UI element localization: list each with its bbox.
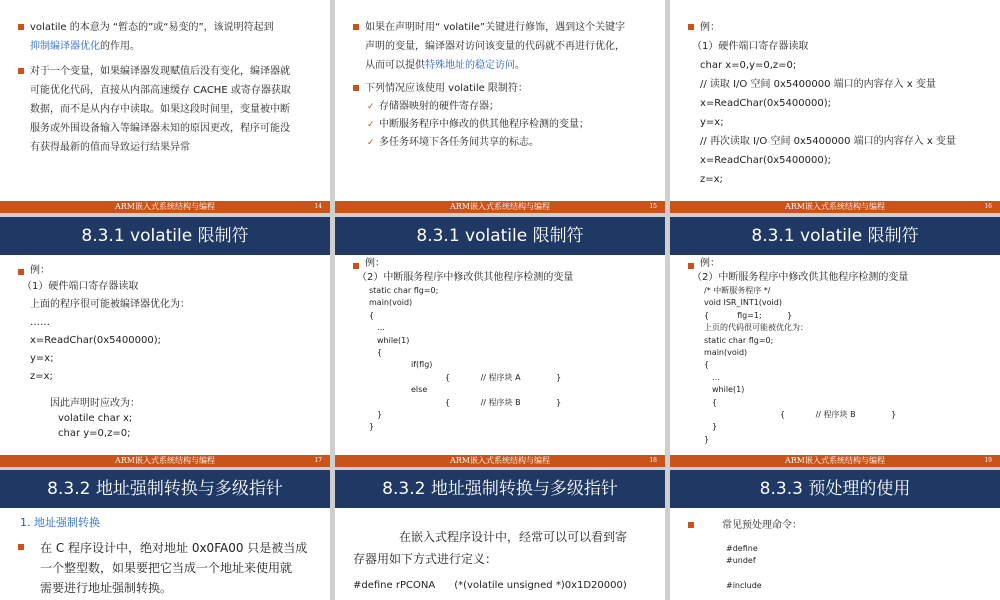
code-line: while(1) [377, 335, 410, 345]
slide-20 [0, 470, 330, 600]
bullet: 如果在声明时用“ volatile”关键进行修饰，遇到这个关键字 声明的变量，编译器对访问该变量的代码就不再进行优化， 从而可以提供特殊地址的稳定访问。 [335, 18, 665, 75]
code-line: if(flg) [411, 360, 433, 370]
slide-title: 8.3.1 volatile 限制符 [670, 217, 1000, 255]
code-line: // 读取 I/O 空间 0x5400000 端口的内容存入 x 变量 [700, 79, 936, 90]
list-item: ✓ 多任务环境下各任务间共享的标志。 [335, 134, 665, 152]
slide-17 [0, 217, 330, 467]
fix-line: volatile char x; [58, 413, 133, 424]
code-line: x=ReadChar(0x5400000); [30, 335, 161, 346]
bullet: 例： [670, 18, 1000, 37]
paragraph: 在嵌入式程序设计中，经常可以可以看到寄 存器用如下方式进行定义： [353, 530, 628, 566]
slide-18 [335, 217, 665, 467]
slide-15 [335, 0, 665, 213]
code-line: char x=0,y=0,z=0; [700, 60, 797, 71]
example-heading: （2）中断服务程序中修改供其他程序检测的变量 [692, 272, 909, 283]
code-line: static char flg=0; [704, 335, 774, 345]
note: 上面的程序很可能被编译器优化为： [30, 299, 190, 310]
define-line: #define rPCONA (*(volatile unsigned *)0x1D20000) [353, 580, 627, 591]
example-heading: （1）硬件端口寄存器读取 [22, 281, 139, 292]
fix-line: char y=0,z=0; [58, 428, 131, 439]
slide-title: 8.3.3 预处理的使用 [670, 470, 1000, 508]
bullet: volatile 的本意为 “暂态的”或“易变的”，该说明符起到 抑制编译器优化的作用。 [0, 18, 330, 56]
bullet: 常见预处理命令： [670, 516, 1000, 535]
slide-footer: ARM嵌入式系统结构与编程 17 [0, 455, 330, 467]
code-line: y=x; [30, 353, 54, 364]
code-line [670, 568, 1000, 580]
code-line: } [377, 410, 383, 420]
code-line: { // 程序块 A } [445, 372, 562, 382]
code-line: x=ReadChar(0x5400000); [700, 155, 831, 166]
slide-16 [670, 0, 1000, 213]
bullet: 下列情况应该使用 volatile 限制符： [335, 79, 665, 98]
code-line: { [377, 348, 383, 358]
code-line: { // 程序块 B } [445, 397, 562, 407]
code-line: #include [726, 580, 762, 590]
code-line: { [712, 397, 718, 407]
code-line: main(void) [369, 298, 413, 308]
slide-footer: ARM嵌入式系统结构与编程 15 [335, 201, 665, 213]
slide-title: 8.3.2 地址强制转换与多级指针 [0, 470, 330, 508]
bullet: 对于一个变量，如果编译器发现赋值后没有变化，编译器就 可能优化代码，直接从内部高速缓存 CACHE 或寄存器获取 数据，而不是从内存中读取。如果这段时间里，变量被中断 服务或外围设备输入等编译器未知的原因更改，程序可能没 有获得最新的值而导致运行结果异常 [0, 62, 330, 157]
slide-22 [670, 470, 1000, 600]
code-line: { [369, 310, 375, 320]
emphasis: 抑制编译器优化 [30, 41, 100, 52]
slide-19 [670, 217, 1000, 467]
example-heading: （1）硬件端口寄存器读取 [692, 41, 809, 52]
slide-footer: ARM嵌入式系统结构与编程 18 [335, 455, 665, 467]
code-line: { flg=1; } [704, 310, 793, 320]
bullet: 在 C 程序设计中，绝对地址 0x0FA00 只是被当成 一个整型数，如果要把它当成一个地址来使用就 需要进行地址强制转换。 [0, 538, 330, 598]
code-line: else [411, 385, 428, 395]
code-line: while(1) [712, 385, 745, 395]
code-line: …… [30, 317, 50, 328]
code-line: z=x; [700, 174, 723, 185]
slide-title: 8.3.2 地址强制转换与多级指针 [335, 470, 665, 508]
slide-title: 8.3.1 volatile 限制符 [335, 217, 665, 255]
slide-21 [335, 470, 665, 600]
list-item: ✓ 存储器映射的硬件寄存器； [335, 98, 665, 116]
code-line: #undef [726, 556, 756, 566]
code-line: // 再次读取 I/O 空间 0x5400000 端口的内容存入 x 变量 [700, 136, 956, 147]
code-line: } [712, 422, 718, 432]
fix-note: 因此声明时应改为： [50, 398, 140, 409]
code-line: x=ReadChar(0x5400000); [700, 98, 831, 109]
slide-footer: ARM嵌入式系统结构与编程 19 [670, 455, 1000, 467]
code-line: { [704, 360, 710, 370]
code-line: { // 程序块 B } [780, 410, 897, 420]
code-line: y=x; [700, 117, 724, 128]
note: 上页的代码很可能被优化为： [704, 323, 808, 333]
code-line: /* 中断服务程序 */ [704, 286, 771, 295]
slide-14 [0, 0, 330, 213]
code-line: } [369, 422, 375, 432]
example-heading: （2）中断服务程序中修改供其他程序检测的变量 [357, 272, 574, 283]
slide-footer: ARM嵌入式系统结构与编程 14 [0, 201, 330, 213]
bullet: 例： [670, 257, 1000, 271]
bullet: 例： [0, 263, 330, 279]
bullet: 例： [335, 257, 665, 271]
code-line: … [377, 323, 385, 333]
list-item: ✓ 中断服务程序中修改的供其他程序检测的变量； [335, 116, 665, 134]
slide-footer: ARM嵌入式系统结构与编程 16 [670, 201, 1000, 213]
code-line: main(void) [704, 348, 748, 358]
slide-title: 8.3.1 volatile 限制符 [0, 217, 330, 255]
code-line: static char flg=0; [369, 286, 439, 295]
code-line: void ISR_INT1(void) [704, 298, 782, 308]
code-line: } [704, 434, 710, 444]
section-heading: 1. 地址强制转换 [20, 516, 100, 529]
code-line: z=x; [30, 371, 53, 382]
code-line: … [712, 372, 720, 382]
code-line: #define [726, 544, 758, 553]
